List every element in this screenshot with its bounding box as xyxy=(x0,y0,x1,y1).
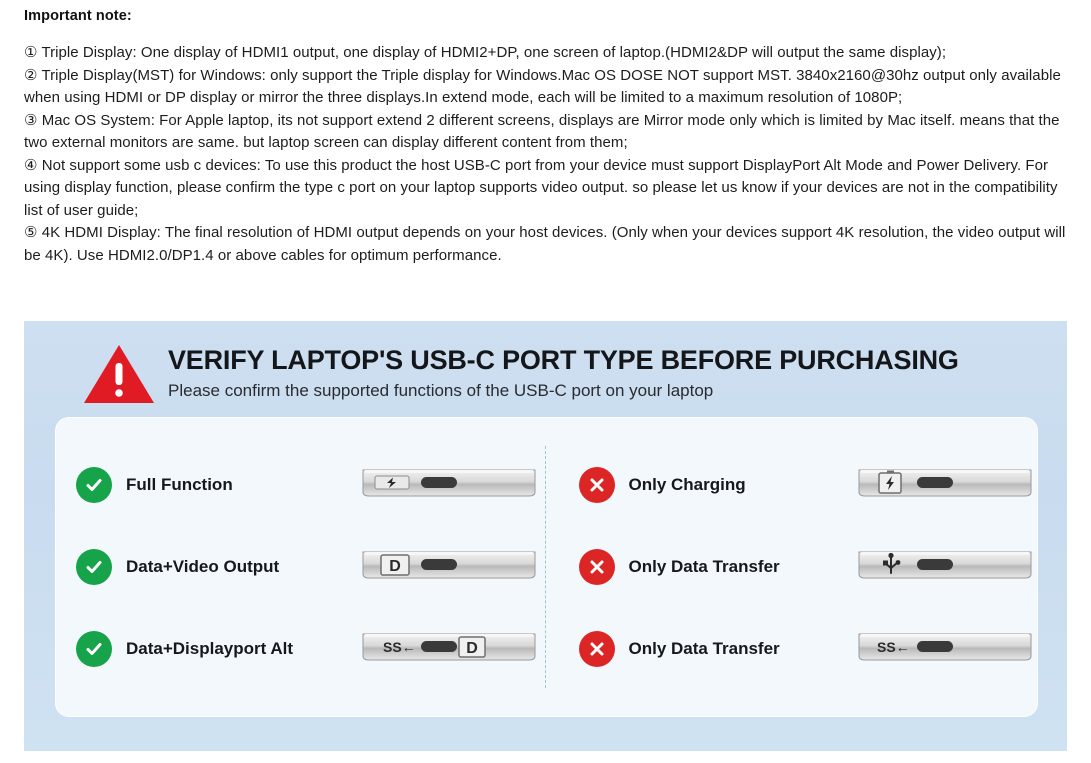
note-line-3: ③ Mac OS System: For Apple laptop, its not support extend 2 different screens, displays are Mirror mode only which is limited by Mac itself. means that the two external monitors are same. but laptop screen can display different content from them; xyxy=(24,111,1060,151)
note-line-1: ① Triple Display: One display of HDMI1 output, one display of HDMI2+DP, one screen of laptop.(HDMI2&DP will output the same display); xyxy=(24,44,947,61)
banner-subtitle: Please confirm the supported functions of the USB-C port on your laptop xyxy=(168,381,714,400)
svg-text:D: D xyxy=(465,639,478,657)
check-circle-icon xyxy=(76,467,112,503)
port-label: Only Data Transfer xyxy=(628,639,780,658)
port-label: Data+Displayport Alt xyxy=(126,639,294,658)
list-item xyxy=(579,608,1038,690)
x-circle-icon xyxy=(579,467,615,503)
list-item xyxy=(76,444,547,526)
x-circle-icon xyxy=(579,549,615,585)
port-comparison-panel xyxy=(55,417,1038,717)
port-label: Only Data Transfer xyxy=(628,557,780,576)
column-divider xyxy=(545,446,546,688)
banner-header xyxy=(24,321,1067,403)
port-label: Full Function xyxy=(126,475,233,494)
note-line-2: ② Triple Display(MST) for Windows: only support the Triple display for Windows.Mac OS DOSE NOT support MST. 3840x2160@30hz output only available when using HDMI or DP display or mirror the three displays.In extend mode, each will be limited to a maximum resolution of 1080P; xyxy=(24,66,1061,106)
unsupported-ports-column xyxy=(547,418,1038,716)
laptop-port-thunderbolt-icon xyxy=(359,462,539,509)
note-line-5: ⑤ 4K HDMI Display: The final resolution of HDMI output depends on your host devices. (Only when your devices support 4K resolution, the video output will be 4K). Use HDMI2.0/DP1.4 or above cables for optimum performance. xyxy=(24,224,1066,264)
svg-text:SS←: SS← xyxy=(382,638,416,655)
check-circle-icon xyxy=(76,549,112,585)
port-label: Data+Video Output xyxy=(126,557,280,576)
svg-text:D: D xyxy=(388,557,401,575)
laptop-port-charging-icon xyxy=(855,462,1035,509)
laptop-port-superspeed-icon xyxy=(855,626,1035,673)
list-item xyxy=(76,526,547,608)
laptop-port-displayport-icon xyxy=(359,544,539,591)
x-circle-icon xyxy=(579,631,615,667)
check-circle-icon xyxy=(76,631,112,667)
important-note-section xyxy=(0,0,1091,267)
list-item xyxy=(579,444,1038,526)
port-label: Only Charging xyxy=(628,475,746,494)
warning-triangle-icon xyxy=(82,343,156,403)
laptop-port-ss-displayport-icon xyxy=(359,626,539,673)
list-item xyxy=(579,526,1038,608)
banner-header-text xyxy=(168,344,959,402)
important-note-title: Important note: xyxy=(24,8,132,24)
usbc-verification-banner xyxy=(24,321,1067,751)
laptop-port-usb-icon xyxy=(855,544,1035,591)
note-line-4: ④ Not support some usb c devices: To use this product the host USB-C port from your device must support DisplayPort Alt Mode and Power Delivery. For using display function, please confirm the type c port on your laptop supports video output. so please let us know if your devices are not in the compatibility list of user guide; xyxy=(24,156,1058,219)
list-item xyxy=(76,608,547,690)
svg-text:SS←: SS← xyxy=(877,638,910,655)
supported-ports-column xyxy=(56,418,547,716)
banner-title: VERIFY LAPTOP'S USB-C PORT TYPE BEFORE PURCHASING xyxy=(168,345,959,375)
